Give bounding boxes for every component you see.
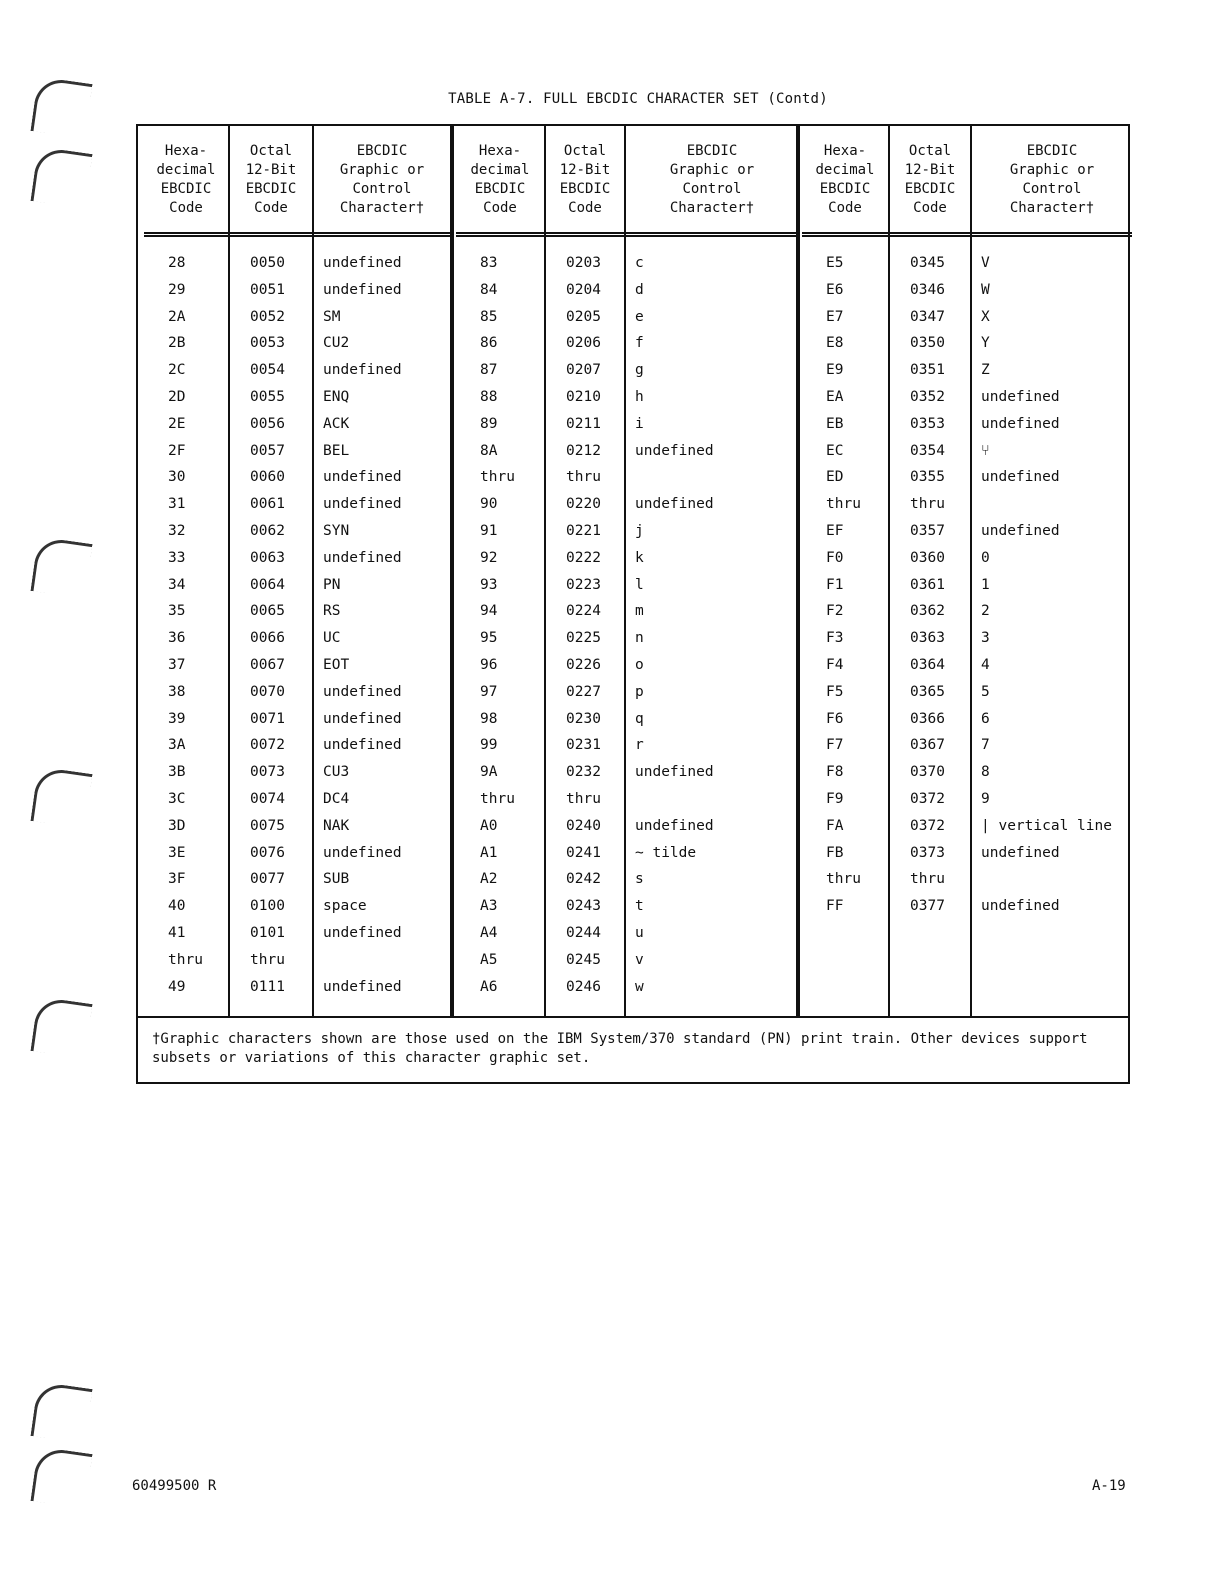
table-cell: 99 [480, 737, 498, 754]
binder-hole [30, 766, 92, 828]
table-cell: 93 [480, 576, 498, 593]
table-cell: ~ tilde [635, 844, 697, 861]
table-cell [314, 947, 450, 974]
table-cell: p [635, 683, 644, 700]
table-cell: 0052 [250, 308, 285, 325]
table-cell: 0223 [566, 576, 601, 593]
table-cell: 0353 [910, 415, 945, 432]
table-cell: 32 [168, 522, 186, 539]
table-cell: 0071 [250, 710, 285, 727]
table-cell: 0204 [566, 281, 601, 298]
hex-column [456, 126, 546, 1016]
table-cell: W [981, 281, 990, 298]
table-cell: 0364 [910, 656, 945, 673]
table-cell: BEL [323, 442, 350, 459]
table-cell: undefined [981, 522, 1060, 539]
table-cell: 85 [480, 308, 498, 325]
table-cell: thru [250, 951, 285, 968]
table-cell: 0100 [250, 898, 285, 915]
table-cell: undefined [323, 549, 402, 566]
octal-header: Octal 12-Bit EBCDIC Code [245, 143, 297, 216]
table-cell: E8 [826, 335, 844, 352]
binder-hole [30, 146, 92, 208]
binder-hole [30, 1446, 92, 1508]
table-cell: FA [826, 817, 844, 834]
table-cell: E6 [826, 281, 844, 298]
table-cell: thru [566, 790, 601, 807]
table-cell: d [635, 281, 644, 298]
table-cell: undefined [323, 496, 402, 513]
table-cell: 0053 [250, 335, 285, 352]
table-cell: 0351 [910, 362, 945, 379]
table-cell: 84 [480, 281, 498, 298]
table-cell: A1 [480, 844, 498, 861]
table-cell: 0207 [566, 362, 601, 379]
table-cell: 2D [168, 388, 186, 405]
character-cells [314, 250, 450, 1000]
table-cell: 0350 [910, 335, 945, 352]
table-cell: 0061 [250, 496, 285, 513]
table-cell: 0362 [910, 603, 945, 620]
table-cell: FF [826, 898, 844, 915]
ebcdic-table [136, 124, 1130, 1084]
character-header: EBCDIC Graphic or Control Character† [339, 143, 425, 216]
table-cell: 92 [480, 549, 498, 566]
table-cell: E5 [826, 255, 844, 271]
table-cell: 2C [168, 362, 186, 379]
table-cell: 0067 [250, 656, 285, 673]
table-cell: A3 [480, 898, 498, 915]
table-cell: 0366 [910, 710, 945, 727]
table-cell: 3C [168, 790, 186, 807]
table-cell: undefined [323, 281, 402, 298]
table-cell: 0063 [250, 549, 285, 566]
table-cell: 0345 [910, 255, 945, 271]
table-cell: 28 [168, 255, 186, 271]
table-cell: j [635, 522, 644, 539]
octal-cells [230, 250, 312, 1000]
table-cell: SUB [323, 871, 350, 888]
table-cell: 31 [168, 496, 186, 513]
table-cell: o [635, 656, 644, 673]
table-cell: 0060 [250, 469, 285, 486]
table-cell: 0 [981, 549, 990, 566]
table-cell: 0346 [910, 281, 945, 298]
table-cell: g [635, 362, 644, 379]
table-cell: 49 [168, 978, 186, 995]
table-cell: 0354 [910, 442, 945, 459]
table-cell: 3F [168, 871, 186, 888]
table-cell: thru [910, 871, 945, 888]
table-cell: thru [566, 469, 601, 486]
table-cell: 40 [168, 898, 186, 915]
table-cell: DC4 [323, 790, 350, 807]
table-cell: 29 [168, 281, 186, 298]
table-cell: 0205 [566, 308, 601, 325]
table-cell: thru [826, 496, 861, 513]
character-column [314, 126, 450, 1016]
octal-column [230, 126, 314, 1016]
table-cell: F0 [826, 549, 844, 566]
character-cells [626, 250, 798, 1000]
table-cell: 0240 [566, 817, 601, 834]
table-cell: undefined [323, 710, 402, 727]
table-cell: Z [981, 362, 990, 379]
table-cell: n [635, 630, 644, 647]
table-cell: 3E [168, 844, 186, 861]
table-cell: q [635, 710, 644, 727]
table-cell: undefined [323, 844, 402, 861]
table-cell: undefined [981, 415, 1060, 432]
table-cell: 2 [981, 603, 990, 620]
page-number: A-19 [1092, 1478, 1126, 1494]
table-cell: V [981, 255, 990, 271]
table-cell: F1 [826, 576, 844, 593]
table-cell [972, 491, 1132, 518]
table-cell: 0074 [250, 790, 285, 807]
table-cell: 97 [480, 683, 498, 700]
table-cell: 95 [480, 630, 498, 647]
table-cell: E7 [826, 308, 844, 325]
table-cell: e [635, 308, 644, 325]
table-cell: 39 [168, 710, 186, 727]
table-cell: A5 [480, 951, 498, 968]
table-cell: undefined [323, 683, 402, 700]
table-cell: space [323, 898, 367, 915]
octal-header: Octal 12-Bit EBCDIC Code [904, 143, 956, 216]
table-cell: 0076 [250, 844, 285, 861]
hex-column [802, 126, 890, 1016]
table-cell: F2 [826, 603, 844, 620]
table-cell: X [981, 308, 990, 325]
table-cell: h [635, 388, 644, 405]
table-cell: 38 [168, 683, 186, 700]
table-cell: 0242 [566, 871, 601, 888]
table-cell: EOT [323, 656, 350, 673]
table-cell: undefined [635, 496, 714, 513]
table-cell: 0355 [910, 469, 945, 486]
table-cell: 33 [168, 549, 186, 566]
table-cell: A0 [480, 817, 498, 834]
table-cell: 0075 [250, 817, 285, 834]
table-cell: F4 [826, 656, 844, 673]
table-cell: undefined [981, 844, 1060, 861]
table-cell: SYN [323, 522, 350, 539]
table-cell: undefined [323, 362, 402, 379]
table-cell: 0070 [250, 683, 285, 700]
table-cell: thru [480, 469, 515, 486]
table-cell: 0051 [250, 281, 285, 298]
table-cell: E9 [826, 362, 844, 379]
table-cell: 5 [981, 683, 990, 700]
table-title: TABLE A-7. FULL EBCDIC CHARACTER SET (Contd) [448, 91, 828, 107]
character-cells [972, 250, 1132, 920]
hex-cells [144, 250, 228, 1000]
table-cell: 91 [480, 522, 498, 539]
table-cell: 0056 [250, 415, 285, 432]
table-cell: 86 [480, 335, 498, 352]
octal-column [890, 126, 972, 1016]
table-cell: F8 [826, 764, 844, 781]
table-cell: 0212 [566, 442, 601, 459]
table-cell: 0221 [566, 522, 601, 539]
table-cell: A4 [480, 924, 498, 941]
table-cell: 0073 [250, 764, 285, 781]
table-cell: 0372 [910, 817, 945, 834]
table-cell: undefined [635, 442, 714, 459]
table-cell: F5 [826, 683, 844, 700]
table-cell: 0361 [910, 576, 945, 593]
column-group-3 [802, 126, 1132, 1016]
table-cell: 0224 [566, 603, 601, 620]
table-cell: u [635, 924, 644, 941]
table-cell: thru [910, 496, 945, 513]
table-cell: 0377 [910, 898, 945, 915]
table-cell: 8 [981, 764, 990, 781]
table-cell: 0111 [250, 978, 285, 995]
table-cell: 37 [168, 656, 186, 673]
table-cell: 0360 [910, 549, 945, 566]
table-cell: k [635, 549, 644, 566]
table-cell [626, 464, 798, 491]
character-column [972, 126, 1132, 1016]
table-cell: 88 [480, 388, 498, 405]
table-cell: 0057 [250, 442, 285, 459]
table-cell: F9 [826, 790, 844, 807]
table-cell: 0246 [566, 978, 601, 995]
hex-column [144, 126, 230, 1016]
table-cell: 0230 [566, 710, 601, 727]
table-cell: 0050 [250, 255, 285, 271]
table-cell: 0347 [910, 308, 945, 325]
table-cell: t [635, 898, 644, 915]
table-cell: 2A [168, 308, 186, 325]
table-cell: EC [826, 442, 844, 459]
table-cell: undefined [323, 978, 402, 995]
table-cell: 3D [168, 817, 186, 834]
table-cell [626, 786, 798, 813]
table-cell: 0373 [910, 844, 945, 861]
table-cell: 0365 [910, 683, 945, 700]
table-cell: 9 [981, 790, 990, 807]
table-cell: 0352 [910, 388, 945, 405]
table-cell: CU2 [323, 335, 350, 352]
table-cell: 2F [168, 442, 186, 459]
column-group-2 [456, 126, 798, 1016]
table-cell: 3 [981, 630, 990, 647]
hex-cells [456, 250, 544, 1000]
table-cell: 98 [480, 710, 498, 727]
table-cell: thru [826, 871, 861, 888]
table-cell [972, 866, 1132, 893]
table-cell: undefined [635, 817, 714, 834]
table-cell: 0370 [910, 764, 945, 781]
table-cell: l [635, 576, 644, 593]
table-cell: 30 [168, 469, 186, 486]
table-cell: 0101 [250, 924, 285, 941]
octal-column [546, 126, 626, 1016]
table-cell: 0243 [566, 898, 601, 915]
table-cell: undefined [323, 255, 402, 271]
table-cell: 0064 [250, 576, 285, 593]
table-cell: UC [323, 630, 341, 647]
table-cell: ACK [323, 415, 350, 432]
table-cell: 8A [480, 442, 498, 459]
column-group-1 [144, 126, 450, 1016]
table-cell: 0372 [910, 790, 945, 807]
hex-cells [802, 250, 888, 920]
table-cell: 6 [981, 710, 990, 727]
table-cell: undefined [981, 469, 1060, 486]
table-cell: 0231 [566, 737, 601, 754]
table-cell: 83 [480, 255, 498, 271]
binder-hole [30, 996, 92, 1058]
table-cell: F6 [826, 710, 844, 727]
hex-header: Hexa- decimal EBCDIC Code [815, 143, 875, 216]
table-cell: undefined [981, 388, 1060, 405]
table-cell: f [635, 335, 644, 352]
table-cell: 0363 [910, 630, 945, 647]
table-cell: 0055 [250, 388, 285, 405]
binder-hole [30, 76, 92, 138]
table-cell: 0054 [250, 362, 285, 379]
table-cell: 0241 [566, 844, 601, 861]
table-cell: EA [826, 388, 844, 405]
table-cell: 2E [168, 415, 186, 432]
table-cell: 0227 [566, 683, 601, 700]
table-cell: 0072 [250, 737, 285, 754]
table-cell: 0225 [566, 630, 601, 647]
table-cell: 0210 [566, 388, 601, 405]
table-cell: PN [323, 576, 341, 593]
table-cell: s [635, 871, 644, 888]
table-cell: 35 [168, 603, 186, 620]
table-cell: 4 [981, 656, 990, 673]
table-cell: 3A [168, 737, 186, 754]
table-cell: 9A [480, 764, 498, 781]
binder-hole [30, 536, 92, 598]
table-cell: 0077 [250, 871, 285, 888]
table-cell: EB [826, 415, 844, 432]
table-cell: Y [981, 335, 990, 352]
table-cell: 0232 [566, 764, 601, 781]
table-cell: | vertical line [981, 817, 1112, 834]
table-cell: 0367 [910, 737, 945, 754]
table-cell: EF [826, 522, 844, 539]
table-cell: 3B [168, 764, 186, 781]
table-cell: F3 [826, 630, 844, 647]
table-cell: SM [323, 308, 341, 325]
table-cell: ⑂ [981, 442, 990, 459]
table-cell: undefined [981, 898, 1060, 915]
table-cell: r [635, 737, 644, 754]
table-cell: thru [168, 951, 203, 968]
table-cell: c [635, 255, 644, 271]
table-cell: undefined [323, 924, 402, 941]
table-cell: undefined [323, 737, 402, 754]
hex-header: Hexa- decimal EBCDIC Code [156, 143, 216, 216]
character-header: EBCDIC Graphic or Control Character† [669, 143, 755, 216]
table-cell: 0206 [566, 335, 601, 352]
table-cell: v [635, 951, 644, 968]
table-cell: undefined [635, 764, 714, 781]
table-cell: 94 [480, 603, 498, 620]
table-cell: 34 [168, 576, 186, 593]
table-cell: F7 [826, 737, 844, 754]
character-column [626, 126, 798, 1016]
table-cell: undefined [323, 469, 402, 486]
table-cell: RS [323, 603, 341, 620]
table-cell: A6 [480, 978, 498, 995]
table-cell: 0065 [250, 603, 285, 620]
table-cell: 96 [480, 656, 498, 673]
table-cell: ED [826, 469, 844, 486]
hex-header: Hexa- decimal EBCDIC Code [470, 143, 530, 216]
character-header: EBCDIC Graphic or Control Character† [1009, 143, 1095, 216]
group-separator [450, 126, 454, 1016]
footnote: †Graphic characters shown are those used on the IBM System/370 standard (PN) print train. Other devices support subsets or variations of this character graphic set. [138, 1016, 1128, 1082]
table-cell: 1 [981, 576, 990, 593]
table-cell: thru [480, 790, 515, 807]
table-cell: 36 [168, 630, 186, 647]
table-cell: 90 [480, 496, 498, 513]
table-cell: 0222 [566, 549, 601, 566]
table-cell: 2B [168, 335, 186, 352]
octal-header: Octal 12-Bit EBCDIC Code [559, 143, 611, 216]
table-cell: w [635, 978, 644, 995]
table-cell: 41 [168, 924, 186, 941]
table-cell: A2 [480, 871, 498, 888]
table-cell: CU3 [323, 764, 350, 781]
table-cell: 0066 [250, 630, 285, 647]
table-cell: i [635, 415, 644, 432]
table-cell: m [635, 603, 644, 620]
table-cell: 0211 [566, 415, 601, 432]
table-cell: 0245 [566, 951, 601, 968]
table-cell: 89 [480, 415, 498, 432]
table-cell: 0226 [566, 656, 601, 673]
table-cell: 0203 [566, 255, 601, 271]
table-cell: 0062 [250, 522, 285, 539]
octal-cells [890, 250, 970, 920]
table-cell: FB [826, 844, 844, 861]
table-cell: NAK [323, 817, 350, 834]
document-number: 60499500 R [132, 1478, 217, 1494]
table-cell: ENQ [323, 388, 350, 405]
table-cell: 7 [981, 737, 990, 754]
table-cell: 0244 [566, 924, 601, 941]
binder-hole [30, 1381, 92, 1443]
table-cell: 0220 [566, 496, 601, 513]
table-cell: 0357 [910, 522, 945, 539]
octal-cells [546, 250, 624, 1000]
table-cell: 87 [480, 362, 498, 379]
